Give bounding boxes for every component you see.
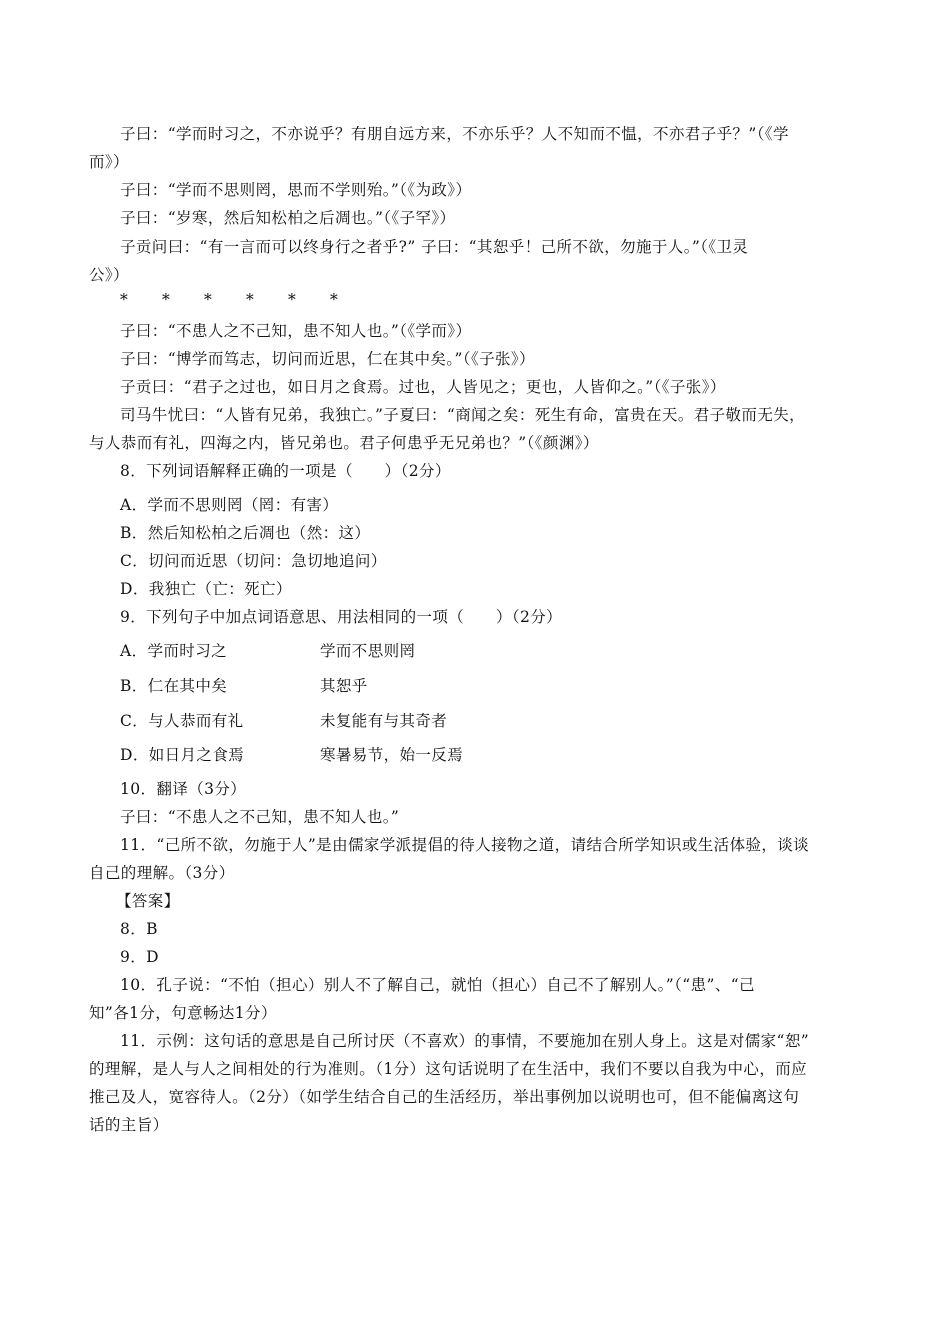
answer-11: 推己及人，宽容待人。（2分）（如学生结合自己的生活经历，举出事例加以说明也可，但不能偏离这句 — [89, 1088, 800, 1106]
question-8-stem: 8．下列词语解释正确的一项是（ ）（2分） — [120, 462, 451, 480]
question-9-option-a — [120, 639, 416, 661]
answer-10: 知”各1分，句意畅达1分） — [89, 1004, 277, 1022]
question-9-option-c — [120, 709, 448, 731]
question-10-stem: 10．翻译（3分） — [120, 780, 247, 798]
option-left: B．仁在其中矣 — [120, 677, 228, 695]
answer-9: 9．D — [120, 948, 159, 966]
passage-line: 公》） — [89, 266, 129, 284]
star-mark: * — [204, 291, 212, 309]
answer-11: 话的主旨） — [89, 1116, 169, 1134]
question-9-option-d — [120, 743, 464, 765]
question-9-option-b — [120, 674, 368, 696]
passage-line: 子曰：“岁寒，然后知松柏之后凋也。”（《子罕》） — [120, 209, 456, 227]
passage-line: 与人恭而有礼，四海之内，皆兄弟也。君子何患乎无兄弟也？”（《颜渊》） — [89, 434, 599, 452]
option-right: 寒暑易节，始一反焉 — [320, 746, 464, 764]
option-left: A．学而时习之 — [120, 642, 227, 660]
section-divider-stars — [120, 291, 372, 309]
star-mark: * — [288, 291, 296, 309]
answer-heading: 【答案】 — [116, 892, 180, 910]
passage-line: 子曰：“不患人之不己知，患不知人也。”（《学而》） — [120, 322, 472, 340]
option-right: 其恕乎 — [320, 677, 368, 695]
passage-line: 司马牛忧曰：“人皆有兄弟，我独亡。”子夏曰：“商闻之矣：死生有命，富贵在天。君子敬而无失， — [120, 406, 806, 424]
question-11-stem: 自己的理解。（3分） — [89, 864, 235, 882]
star-mark: * — [246, 291, 254, 309]
passage-line: 子贡问曰：“有一言而可以终身行之者乎?” 子曰：“其恕乎！己所不欲，勿施于人。”（《卫灵 — [120, 238, 749, 256]
option-right: 未复能有与其奇者 — [320, 712, 448, 730]
question-8-option: A．学而不思则罔（罔：有害） — [120, 496, 339, 514]
star-mark: * — [162, 291, 170, 309]
passage-line: 子曰：“学而不思则罔，思而不学则殆。”（《为政》） — [120, 181, 472, 199]
passage-line: 而》） — [89, 153, 129, 171]
option-right: 学而不思则罔 — [320, 642, 416, 660]
question-11-stem: 11．“己所不欲，勿施于人”是由儒家学派提倡的待人接物之道，请结合所学知识或生活体验，谈谈 — [120, 836, 810, 854]
star-mark: * — [330, 291, 338, 309]
question-10-text: 子曰：“不患人之不己知，患不知人也。” — [120, 808, 400, 826]
answer-10: 10．孔子说：“不怕（担心）别人不了解自己，就怕（担心）自己不了解别人。”（“患”、“己 — [120, 976, 755, 994]
passage-line: 子贡曰：“君子之过也，如日月之食焉。过也，人皆见之；更也，人皆仰之。”（《子张》） — [120, 378, 726, 396]
star-mark: * — [120, 291, 128, 309]
answer-8: 8．B — [120, 920, 158, 938]
question-8-option: C．切问而近思（切问：急切地追问） — [120, 552, 387, 570]
answer-11: 的理解，是人与人之间相处的行为准则。（1分）这句话说明了在生活中，我们不要以自我为中心，而应 — [89, 1060, 808, 1078]
question-9-stem: 9．下列句子中加点词语意思、用法相同的一项（ ）（2分） — [120, 608, 563, 626]
passage-line: 子曰：“学而时习之，不亦说乎？有朋自远方来，不亦乐乎？人不知而不愠，不亦君子乎？”（《学 — [120, 125, 789, 143]
passage-line: 子曰：“博学而笃志，切问而近思，仁在其中矣。”（《子张》） — [120, 350, 535, 368]
answer-11: 11．示例：这句话的意思是自己所讨厌（不喜欢）的事情，不要施加在别人身上。这是对儒家“恕” — [120, 1032, 810, 1050]
question-8-option: D．我独亡（亡：死亡） — [120, 580, 292, 598]
option-left: C．与人恭而有礼 — [120, 712, 244, 730]
question-8-option: B．然后知松柏之后凋也（然：这） — [120, 524, 371, 542]
option-left: D．如日月之食焉 — [120, 746, 245, 764]
